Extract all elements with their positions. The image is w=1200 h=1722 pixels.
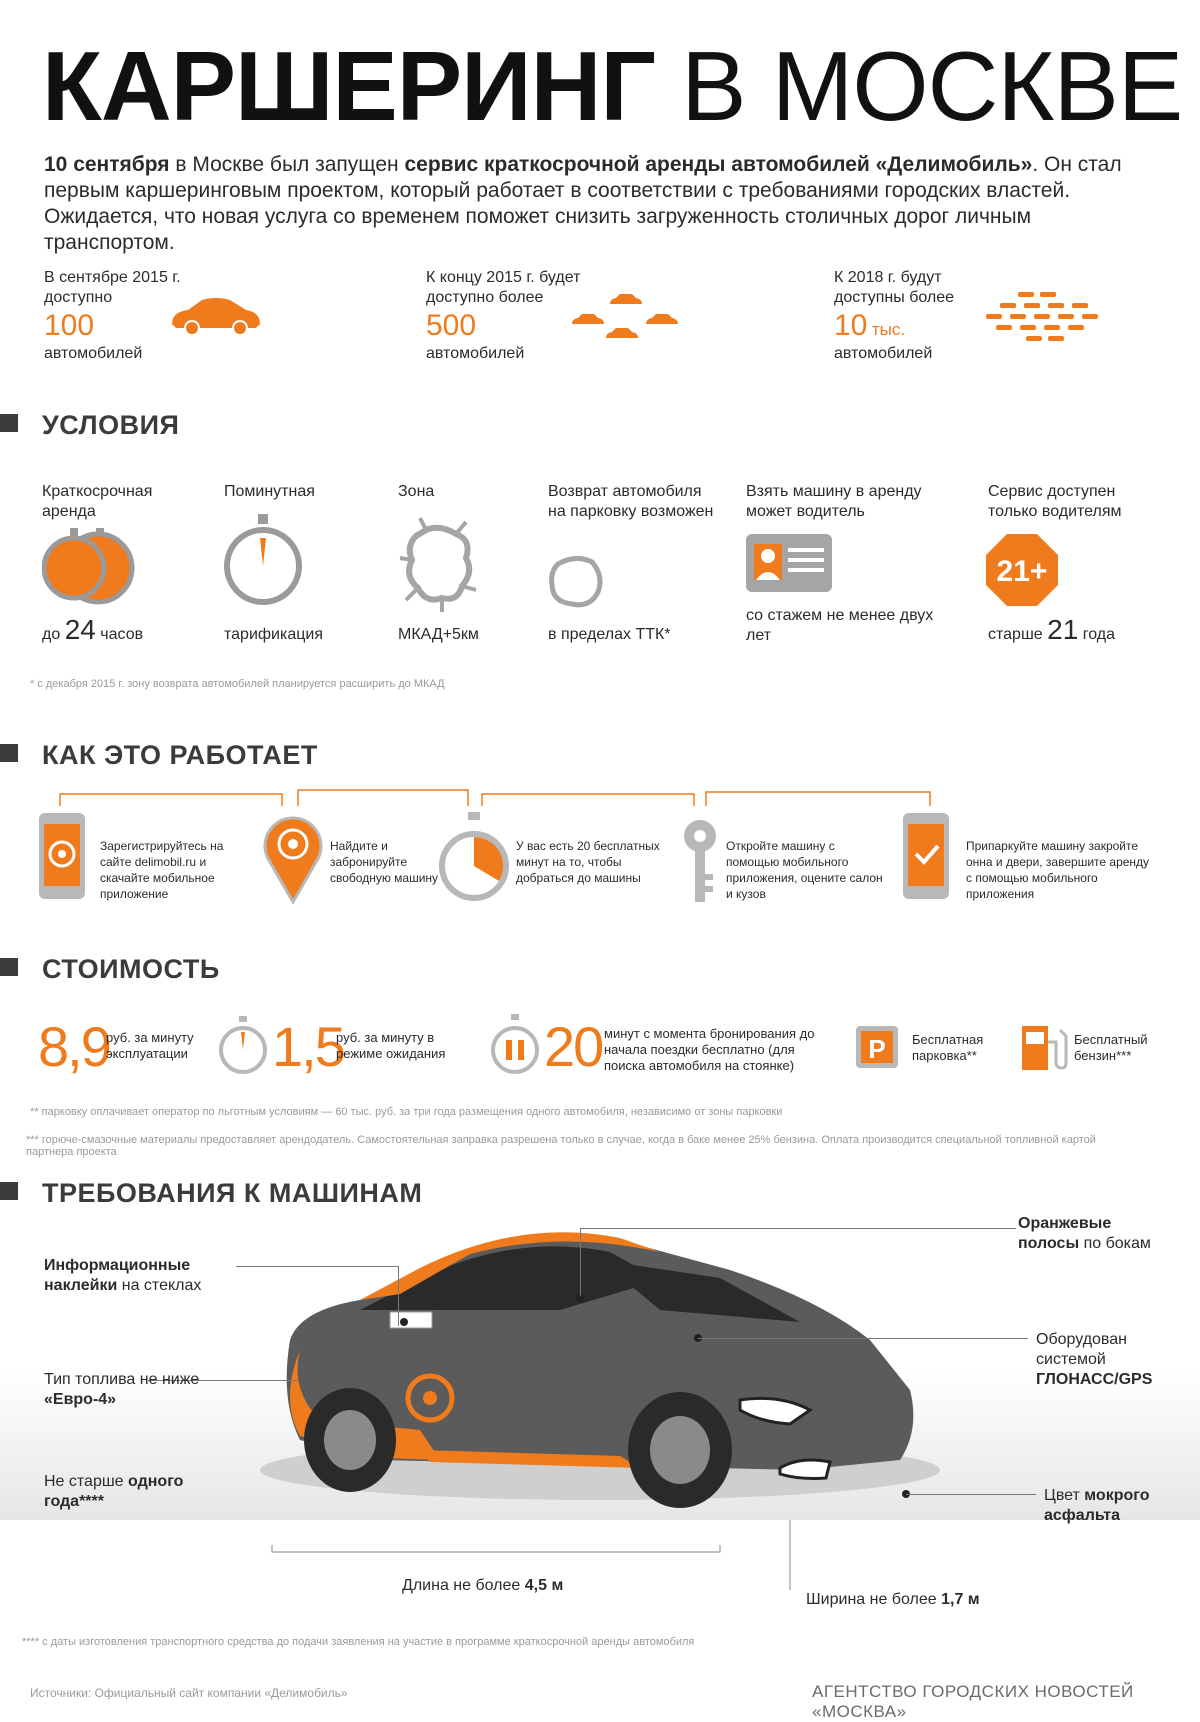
clock-hours-icon (42, 528, 142, 608)
agency-credit: АГЕНТСТВО ГОРОДСКИХ НОВОСТЕЙ «МОСКВА» (812, 1682, 1134, 1721)
leader-stripes (580, 1228, 1016, 1229)
step-3-text: У вас есть 20 бесплатных минут на то, чтобы добраться до машины (516, 839, 660, 885)
cond-driver-value: со стажем не менее двух лет (746, 607, 934, 644)
phone-app-icon (38, 812, 88, 902)
cars-group-icon (570, 294, 682, 350)
label-stickers: Информационные наклейки на стеклах (44, 1257, 202, 1294)
price-fuel-label: Бесплатный бензин*** (1074, 1032, 1148, 1063)
step-2-text: Найдите и забронируйте свободную машину (330, 839, 439, 885)
section-conditions-heading: УСЛОВИЯ (0, 410, 179, 441)
parking-icon (856, 1026, 900, 1070)
source-note: Источники: Официальный сайт компании «Делимобиль» (30, 1686, 348, 1700)
intro-text: 10 сентября в Москве был запущен сервис краткосрочной аренды автомобилей «Делимобиль». Он стал первым каршеринговым проектом, который работает в соответствии с требованиями городских властей. Ожидается, что новая услуга со временем поможет снизить загруженность столичных дорог личным транспортом. (44, 153, 1122, 254)
svg-text:21+: 21+ (996, 555, 1048, 588)
price-free-minutes-label: минут с момента бронирования до начала поездки бесплатно (для поиска автомобиля на стоянке) (604, 1026, 815, 1073)
leader-color (906, 1494, 1036, 1495)
conditions-footnote: * с декабря 2015 г. зону возврата автомобилей планируется расширить до МКАД (30, 678, 445, 690)
leader-stickers (236, 1266, 398, 1267)
price-drive-label: руб. за минуту эксплуатации (106, 1030, 194, 1061)
section-requirements-heading: ТРЕБОВАНИЯ К МАШИНАМ (0, 1178, 422, 1209)
price-free-minutes-value: 20 (544, 1015, 603, 1078)
label-stripes: Оранжевые полосы по бокам (1018, 1215, 1151, 1252)
cost-footnote-parking: ** парковку оплачивает оператор по льготным условиям — 60 тыс. руб. за три года размещения одного автомобиля, независимо от зоны парковки (30, 1106, 783, 1118)
step-5-text: Припаркуйте машину закройте онна и двери, завершите аренду с помощью мобильного приложения (966, 839, 1150, 901)
car-footnote: **** с даты изготовления транспортного средства до подачи заявления на участие в программе краткосрочной аренды автомобиля (22, 1636, 695, 1648)
step-1-text: Зарегистрируйтесь на сайте delimobil.ru и скачайте мобильное приложение (100, 839, 224, 901)
stopwatch-icon (222, 514, 306, 608)
step-4-text: Откройте машину с помощью мобильного приложения, оцените салон и кузов (726, 839, 883, 901)
label-color: Цвет мокрого асфальта (1044, 1487, 1150, 1524)
label-fuel: Тип топлива не ниже «Евро-4» (44, 1371, 200, 1408)
zone-map-icon (396, 516, 480, 616)
cost-footnote-fuel: *** горюче-смазочные материалы предоставляет арендодатель. Самостоятельная заправка разрешена только в случае, когда в баке менее 25% бензина. Оплата производится специальной топливной картой партнера проекта (26, 1134, 1096, 1158)
cond-short-rent-value: до 24 часов (42, 614, 144, 645)
cond-short-rent-title: Краткосрочная аренда (42, 483, 153, 520)
label-age: Не старше одного года**** (44, 1473, 184, 1510)
stopwatch-small-icon (218, 1016, 270, 1076)
leader-glonass (698, 1338, 1028, 1339)
section-cost-heading: СТОИМОСТЬ (0, 954, 220, 985)
cond-return-value: в пределах ТТК* (548, 626, 671, 643)
ttk-ring-icon (546, 554, 606, 610)
cond-per-minute-title: Поминутная (224, 483, 315, 500)
key-icon (680, 818, 720, 908)
label-width: Ширина не более 1,7 м (806, 1591, 980, 1608)
cond-age-value: старше 21 года (988, 614, 1116, 645)
cond-age-title: Сервис доступен только водителям (988, 483, 1122, 520)
fuel-pump-icon (1020, 1022, 1070, 1074)
label-glonass: Оборудован системой ГЛОНАСС/GPS (1036, 1331, 1153, 1388)
pause-timer-icon (488, 1014, 542, 1076)
svg-text:P: P (868, 1034, 886, 1064)
cond-return-title: Возврат автомобиля на парковку возможен (548, 483, 714, 520)
cars-many-icon (982, 290, 1100, 348)
timer-20-icon (438, 812, 510, 906)
cond-per-minute-value: тарификация (224, 626, 323, 643)
car-single-icon (168, 294, 264, 336)
stat-2015-sept: В сентябре 2015 г. доступно 100 автомобилей (44, 269, 181, 362)
steps-connector-lines (50, 784, 940, 814)
label-length: Длина не более 4,5 м (402, 1577, 564, 1594)
section-how-heading: КАК ЭТО РАБОТАЕТ (0, 740, 318, 771)
age-21-badge-icon (986, 534, 1058, 606)
stat-2018: К 2018 г. будут доступны более 10 тыс. автомобилей (834, 269, 955, 362)
leader-stripes-v (580, 1228, 581, 1296)
leader-stickers-v (398, 1266, 399, 1326)
price-wait-value: 1,5 (272, 1015, 344, 1078)
stat-2015-end: К концу 2015 г. будет доступно более 500 автомобилей (426, 269, 581, 362)
phone-check-icon (902, 812, 952, 902)
license-card-icon (746, 534, 834, 594)
price-drive-value: 8,9 (38, 1015, 110, 1078)
cond-zone-title: Зона (398, 483, 435, 500)
cond-zone-value: МКАД+5км (398, 626, 479, 643)
page-title: КАРШЕРИНГ В МОСКВЕ (42, 31, 1183, 141)
cond-driver-title: Взять машину в аренду может водитель (746, 483, 922, 520)
price-parking-label: Бесплатная парковка** (912, 1032, 984, 1063)
price-wait-label: руб. за минуту в режиме ожидания (336, 1030, 446, 1061)
map-pin-icon (262, 812, 324, 904)
